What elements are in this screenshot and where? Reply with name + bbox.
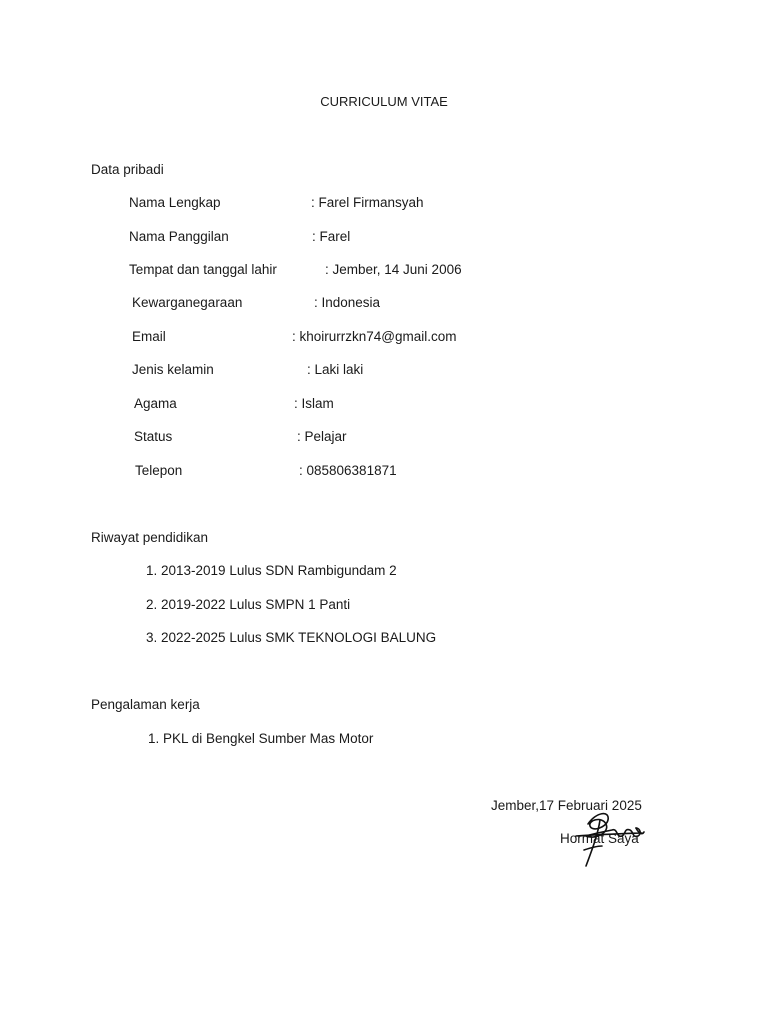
value-jenis-kelamin: : Laki laki	[307, 362, 364, 377]
document-title: CURRICULUM VITAE	[320, 94, 448, 109]
label-nama-panggilan: Nama Panggilan	[129, 229, 229, 244]
value-status: : Pelajar	[297, 429, 347, 444]
value-kewarganegaraan: : Indonesia	[314, 295, 381, 310]
label-jenis-kelamin: Jenis kelamin	[132, 362, 214, 377]
personal-heading: Data pribadi	[91, 162, 164, 177]
education-item: 2. 2019-2022 Lulus SMPN 1 Panti	[146, 597, 351, 612]
education-item: 3. 2022-2025 Lulus SMK TEKNOLOGI BALUNG	[146, 630, 437, 645]
label-nama-lengkap: Nama Lengkap	[129, 195, 221, 210]
place-date: Jember,17 Februari 2025	[491, 798, 642, 813]
label-agama: Agama	[134, 396, 177, 411]
value-nama-lengkap: : Farel Firmansyah	[311, 195, 424, 210]
value-email: : khoirurrzkn74@gmail.com	[292, 329, 457, 344]
signature-icon	[572, 806, 648, 872]
value-agama: : Islam	[294, 396, 334, 411]
label-telepon: Telepon	[135, 463, 183, 478]
value-tempat-tanggal-lahir: : Jember, 14 Juni 2006	[325, 262, 462, 277]
value-telepon: : 085806381871	[299, 463, 397, 478]
experience-item: 1. PKL di Bengkel Sumber Mas Motor	[148, 731, 374, 746]
experience-heading: Pengalaman kerja	[91, 697, 200, 712]
education-item: 1. 2013-2019 Lulus SDN Rambigundam 2	[146, 563, 397, 578]
regards-text: Hormat Saya	[560, 831, 639, 846]
label-email: Email	[132, 329, 166, 344]
value-nama-panggilan: : Farel	[312, 229, 351, 244]
label-tempat-tanggal-lahir: Tempat dan tanggal lahir	[129, 262, 277, 277]
label-kewarganegaraan: Kewarganegaraan	[132, 295, 243, 310]
education-heading: Riwayat pendidikan	[91, 530, 209, 545]
label-status: Status	[134, 429, 173, 444]
